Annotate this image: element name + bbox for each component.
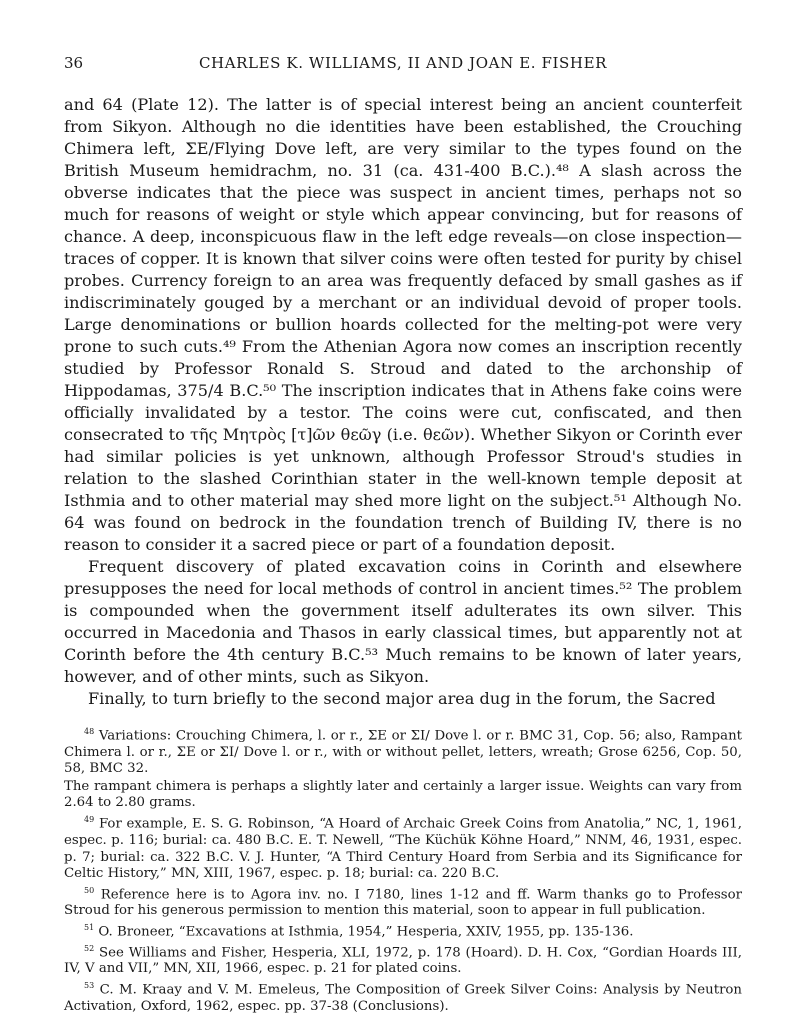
footnote-text: The rampant chimera is perhaps a slightly later and certainly a larger issue. Weights can vary from 2.64 to 2.80 grams. <box>64 778 742 811</box>
footnote-number: 49 <box>84 815 95 825</box>
footnote-number: 48 <box>84 727 95 736</box>
footnote-text: Reference here is to Agora inv. no. I 7180, lines 1-12 and ff. Warm thanks go to Professor Stroud for his generous permission to mention this material, soon to appear in full publication. <box>64 886 742 919</box>
footnote-50 <box>64 883 742 920</box>
footnote-49 <box>64 812 742 882</box>
page-number: 36 <box>64 54 84 72</box>
body-paragraph: Finally, to turn briefly to the second major area dug in the forum, the Sacred <box>88 689 716 708</box>
footnote-text: O. Broneer, “Excavations at Isthmia, 1954,” Hesperia, XXIV, 1955, pp. 135-136. <box>98 924 634 940</box>
footnote-number: 51 <box>84 922 95 932</box>
footnote-48 <box>64 724 742 778</box>
footnote-text: C. M. Kraay and V. M. Emeleus, The Composition of Greek Silver Coins: Analysis by Neutron Activation, Oxford, 1962, espec. pp. 37-38 (Conclusions). <box>64 982 742 1014</box>
footnote-number: 53 <box>84 980 95 990</box>
footnote-48-continuation <box>64 779 742 812</box>
footnote-text: Variations: Crouching Chimera, l. or r., ΣE or ΣI/ Dove l. or r. BMC 31, Cop. 56; also, Rampant Chimera l. or r., ΣE or ΣI/ Dove l. or r., with or without pellet, letters, wreath; Grose 6256, Cop. 50, 58, BMC 32. <box>64 728 743 777</box>
footnote-number: 52 <box>84 943 95 953</box>
running-head: CHARLES K. WILLIAMS, II AND JOAN E. FISHER <box>198 54 608 72</box>
footnote-text: For example, E. S. G. Robinson, “A Hoard of Archaic Greek Coins from Anatolia,” NC, 1, 1961, espec. p. 116; burial: ca. 480 B.C. E. T. Newell, “The Küchük Köhne Hoard,” NNM, 46, 1931, espec. p. 7; burial: ca. 322 B.C. V. J. Hunter, “A Third Century Hoard from Serbia and its Significance for Celtic History,” MN, XIII, 1967, espec. p. 18; burial: ca. 220 B.C. <box>64 816 742 882</box>
footnote-number: 50 <box>84 885 95 895</box>
footnotes <box>64 724 742 1015</box>
footnote-53 <box>64 978 742 1015</box>
page-header <box>64 54 742 80</box>
footnote-text: See Williams and Fisher, Hesperia, XLI, 1972, p. 178 (Hoard). D. H. Cox, “Gordian Hoards III, IV, V and VII,” MN, XII, 1966, espec. p. 21 for plated coins. <box>64 944 743 977</box>
body-text <box>64 94 742 710</box>
body-paragraph: Frequent discovery of plated excavation coins in Corinth and elsewhere presupposes the need for local methods of control in ancient times.⁵² The problem is compounded when the government itself adulterates its own silver. This occurred in Macedonia and Thasos in early classical times, but apparently not at Corinth before the 4th century B.C.⁵³ Much remains to be known of later years, however, and of other mints, such as Sikyon. <box>64 557 742 686</box>
body-paragraph: and 64 (Plate 12). The latter is of special interest being an ancient counterfeit from Sikyon. Although no die identities have been established, the Crouching Chimera left, ΣE/Flying Dove left, are very similar to the types found on the British Museum hemidrachm, no. 31 (ca. 431-400 B.C.).⁴⁸ A slash across the obverse indicates that the piece was suspect in ancient times, perhaps not so much for reasons of weight or style which appear convincing, but for reasons of chance. A deep, inconspicuous flaw in the left edge reveals—on close inspection—traces of copper. It is known that silver coins were often tested for purity by chisel probes. Currency foreign to an area was frequently defaced by small gashes as if indiscriminately gouged by a merchant or an individual devoid of proper tools. Large denominations or bullion hoards collected for the melting-pot were very prone to such cuts.⁴⁹ From the Athenian Agora now comes an inscription recently studied by Professor Ronald S. Stroud and dated to the archonship of Hippodamas, 375/4 B.C.⁵⁰ The inscription indicates that in Athens fake coins were officially invalidated by a testor. The coins were cut, confiscated, and then consecrated to τῆς Μητρὸς [τ]ῶν θεῶγ (i.e. θεῶν). Whether Sikyon or Corinth ever had similar policies is yet unknown, although Professor Stroud's studies in relation to the slashed Corinthian stater in the well-known temple deposit at Isthmia and to other material may shed more light on the subject.⁵¹ Although No. 64 was found on bedrock in the foundation trench of Building IV, there is no reason to consider it a sacred piece or part of a foundation deposit. <box>64 95 742 554</box>
footnote-51 <box>64 920 742 941</box>
footnote-52 <box>64 941 742 978</box>
